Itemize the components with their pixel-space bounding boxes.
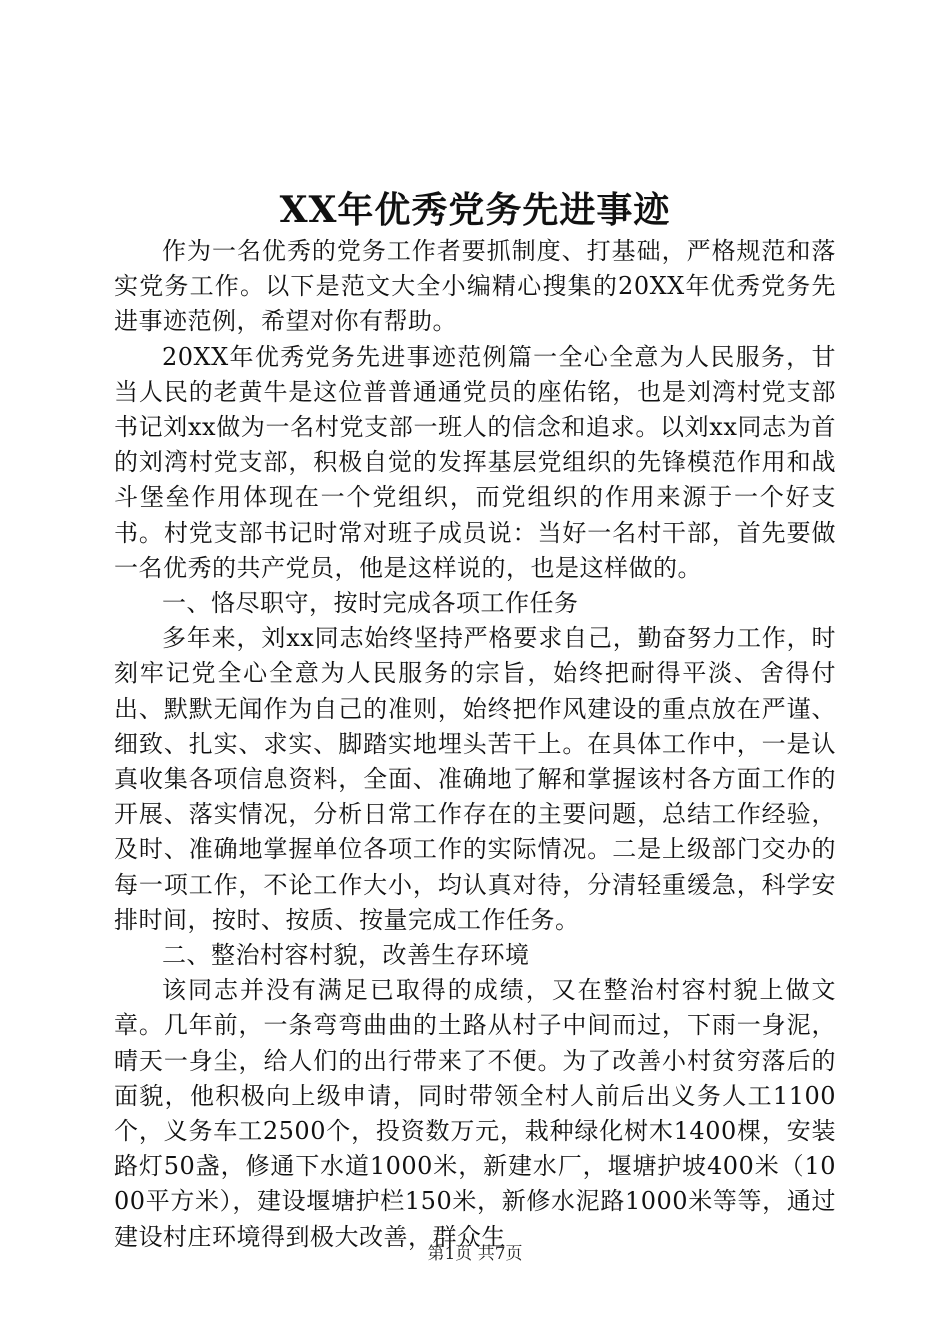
section-heading-1: 一、恪尽职守，按时完成各项工作任务 [162,589,579,618]
section-heading-2: 二、整治村容村貌，改善生存环境 [162,941,530,970]
document-body [114,234,836,1255]
section-2-paragraph: 该同志并没有满足已取得的成绩，又在整治村容村貌上做文章。几年前，一条弯弯曲曲的土路从村子中间而过，下雨一身泥，晴天一身尘，给人们的出行带来了不便。为了改善小村贫穷落后的面貌，他积极向上级申请，同时带领全村人前后出义务人工1100个，义务车工2500个，投资数万元，栽种绿化树木1400棵，安装路灯50盏，修通下水道1000米，新建水厂，堰塘护坡400米（1000平方米），建设堰塘护栏150米，新修水泥路1000米等等，通过建设村庄环境得到极大改善，群众生 [114,976,836,1251]
section-1-paragraph: 多年来，刘xx同志始终坚持严格要求自己，勤奋努力工作，时刻牢记党全心全意为人民服务的宗旨，始终把耐得平淡、舍得付出、默默无闻作为自己的准则，始终把作风建设的重点放在严谨、细致、扎实、求实、脚踏实地埋头苦干上。在具体工作中，一是认真收集各项信息资料，全面、准确地了解和掌握该村各方面工作的开展、落实情况，分析日常工作存在的主要问题，总结工作经验，及时、准确地掌握单位各项工作的实际情况。二是上级部门交办的每一项工作，不论工作大小，均认真对待，分清轻重缓急，科学安排时间，按时、按质、按量完成工作任务。 [114,624,836,934]
example-one-paragraph: 20XX年优秀党务先进事迹范例篇一全心全意为人民服务，甘当人民的老黄牛是这位普普通通党员的座佑铭，也是刘湾村党支部书记刘xx做为一名村党支部一班人的信念和追求。以刘xx同志为首的刘湾村党支部，积极自觉的发挥基层党组织的先锋模范作用和战斗堡垒作用体现在一个党组织，而党组织的作用来源于一个好支书。村党支部书记时常对班子成员说：当好一名村干部，首先要做一名优秀的共产党员，他是这样说的，也是这样做的。 [114,342,836,582]
page-footer: 第1页 共7页 [427,1244,523,1264]
document-title: XX年优秀党务先进事迹 [279,189,671,231]
intro-paragraph: 作为一名优秀的党务工作者要抓制度、打基础，严格规范和落实党务工作。以下是范文大全小编精心搜集的20XX年优秀党务先进事迹范例，希望对你有帮助。 [114,237,836,336]
